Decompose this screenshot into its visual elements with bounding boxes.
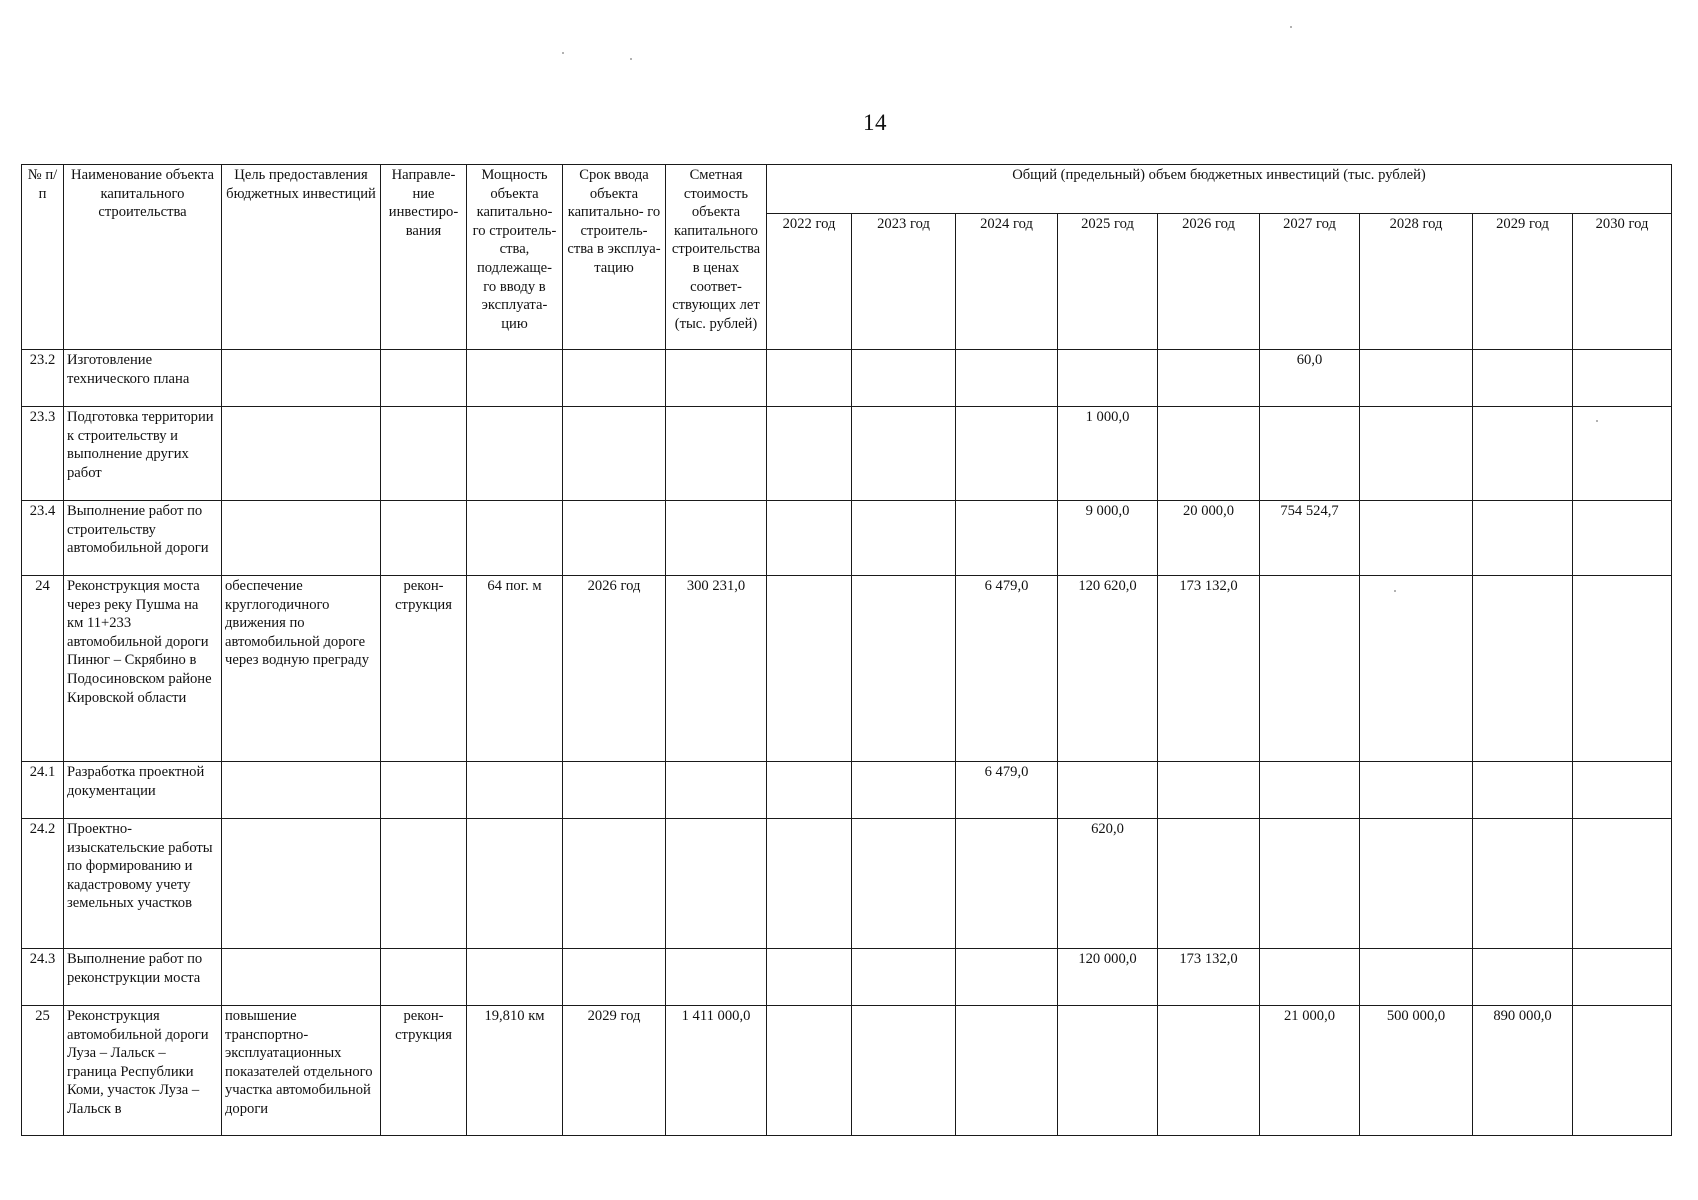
budget-investment-table: [21, 164, 1672, 1136]
year-value: [1573, 949, 1672, 1006]
header-year: 2023 год: [852, 214, 956, 350]
year-value: [1158, 350, 1260, 407]
year-value: [767, 407, 852, 501]
year-value: 890 000,0: [1473, 1006, 1573, 1136]
year-value: [956, 1006, 1058, 1136]
year-value: [852, 501, 956, 576]
year-value: [956, 949, 1058, 1006]
year-value: [1573, 819, 1672, 949]
year-value: 173 132,0: [1158, 576, 1260, 762]
year-value: [767, 819, 852, 949]
year-value: [1260, 762, 1360, 819]
investment-direction: рекон- струкция: [381, 576, 467, 762]
row-number: 23.2: [22, 350, 64, 407]
capacity: [467, 407, 563, 501]
year-value: [767, 576, 852, 762]
investment-direction: [381, 762, 467, 819]
year-value: [1158, 407, 1260, 501]
year-value: [1360, 762, 1473, 819]
year-value: [1260, 407, 1360, 501]
estimated-cost: [666, 407, 767, 501]
year-value: 754 524,7: [1260, 501, 1360, 576]
year-value: [1473, 407, 1573, 501]
year-value: 9 000,0: [1058, 501, 1158, 576]
header-total-investment-volume: Общий (предельный) объем бюджетных инвестиций (тыс. рублей): [767, 165, 1672, 214]
row-number: 24: [22, 576, 64, 762]
investment-goal: [222, 350, 381, 407]
header-capacity: Мощность объекта капитально- го строитель- ства, подлежаще- го вводу в эксплуата- цию: [467, 165, 563, 350]
capacity: 19,810 км: [467, 1006, 563, 1136]
commissioning-term: [563, 949, 666, 1006]
table-row: [22, 762, 1672, 819]
investment-direction: [381, 819, 467, 949]
commissioning-term: [563, 350, 666, 407]
row-number: 24.3: [22, 949, 64, 1006]
table-row: [22, 576, 1672, 762]
commissioning-term: [563, 407, 666, 501]
capacity: [467, 762, 563, 819]
year-value: [852, 1006, 956, 1136]
object-name: Реконструкция автомобильной дороги Луза – Лальск – граница Республики Коми, участок Луза – Лальск в: [64, 1006, 222, 1136]
year-value: [1260, 576, 1360, 762]
year-value: [852, 819, 956, 949]
year-value: [767, 501, 852, 576]
header-year: 2030 год: [1573, 214, 1672, 350]
header-year: 2024 год: [956, 214, 1058, 350]
investment-direction: [381, 501, 467, 576]
year-value: [1158, 1006, 1260, 1136]
investment-direction: [381, 407, 467, 501]
year-value: [1573, 350, 1672, 407]
year-value: [1058, 762, 1158, 819]
scan-speck: [1394, 590, 1396, 592]
object-name: Изготовление технического плана: [64, 350, 222, 407]
investment-direction: рекон- струкция: [381, 1006, 467, 1136]
header-object-name: Наименование объекта капитального строительства: [64, 165, 222, 350]
year-value: [1573, 576, 1672, 762]
investment-direction: [381, 350, 467, 407]
header-year: 2027 год: [1260, 214, 1360, 350]
year-value: 120 000,0: [1058, 949, 1158, 1006]
investment-goal: [222, 949, 381, 1006]
year-value: [1573, 1006, 1672, 1136]
year-value: 620,0: [1058, 819, 1158, 949]
year-value: [956, 819, 1058, 949]
header-year: 2029 год: [1473, 214, 1573, 350]
year-value: [1473, 819, 1573, 949]
row-number: 25: [22, 1006, 64, 1136]
year-value: [1360, 350, 1473, 407]
year-value: [1573, 501, 1672, 576]
year-value: [1473, 350, 1573, 407]
year-value: [767, 949, 852, 1006]
year-value: [852, 350, 956, 407]
row-number: 24.1: [22, 762, 64, 819]
year-value: [956, 350, 1058, 407]
table-row: [22, 407, 1672, 501]
year-value: [1058, 1006, 1158, 1136]
year-value: 20 000,0: [1158, 501, 1260, 576]
header-direction: Направле- ние инвестиро- вания: [381, 165, 467, 350]
investment-goal: [222, 501, 381, 576]
year-value: [1473, 576, 1573, 762]
scan-speck: [1596, 420, 1598, 422]
year-value: [852, 762, 956, 819]
commissioning-term: [563, 819, 666, 949]
row-number: 23.3: [22, 407, 64, 501]
year-value: 173 132,0: [1158, 949, 1260, 1006]
row-number: 24.2: [22, 819, 64, 949]
page-number: 14: [863, 110, 887, 135]
year-value: [1360, 949, 1473, 1006]
year-value: [767, 762, 852, 819]
capacity: [467, 350, 563, 407]
year-value: 500 000,0: [1360, 1006, 1473, 1136]
header-commissioning-term: Срок ввода объекта капитально- го строитель- ства в эксплуа- тацию: [563, 165, 666, 350]
commissioning-term: 2029 год: [563, 1006, 666, 1136]
capacity: [467, 819, 563, 949]
investment-goal: [222, 762, 381, 819]
capacity: [467, 501, 563, 576]
header-goal: Цель предоставления бюджетных инвестиций: [222, 165, 381, 350]
object-name: Разработка проектной документации: [64, 762, 222, 819]
year-value: 6 479,0: [956, 762, 1058, 819]
commissioning-term: [563, 762, 666, 819]
capacity: [467, 949, 563, 1006]
year-value: 120 620,0: [1058, 576, 1158, 762]
year-value: [1573, 407, 1672, 501]
investment-goal: [222, 407, 381, 501]
year-value: [1360, 576, 1473, 762]
year-value: 1 000,0: [1058, 407, 1158, 501]
year-value: [852, 949, 956, 1006]
header-year: 2022 год: [767, 214, 852, 350]
year-value: [1360, 501, 1473, 576]
scan-speck: [1290, 26, 1292, 28]
year-value: [1360, 819, 1473, 949]
year-value: [956, 501, 1058, 576]
year-value: [1058, 350, 1158, 407]
year-value: [1158, 819, 1260, 949]
investment-goal: [222, 819, 381, 949]
estimated-cost: [666, 501, 767, 576]
commissioning-term: 2026 год: [563, 576, 666, 762]
year-value: [1473, 949, 1573, 1006]
commissioning-term: [563, 501, 666, 576]
estimated-cost: 300 231,0: [666, 576, 767, 762]
estimated-cost: [666, 762, 767, 819]
object-name: Проектно- изыскательские работы по формированию и кадастровому учету земельных участков: [64, 819, 222, 949]
investment-goal: повышение транспортно- эксплуатационных показателей отдельного участка автомобильной дороги: [222, 1006, 381, 1136]
table-row: [22, 350, 1672, 407]
year-value: [1158, 762, 1260, 819]
scan-speck: [562, 52, 564, 54]
year-value: 6 479,0: [956, 576, 1058, 762]
estimated-cost: [666, 819, 767, 949]
object-name: Выполнение работ по реконструкции моста: [64, 949, 222, 1006]
year-value: [956, 407, 1058, 501]
header-year: 2028 год: [1360, 214, 1473, 350]
scan-speck: [630, 58, 632, 60]
year-value: 60,0: [1260, 350, 1360, 407]
year-value: [852, 407, 956, 501]
year-value: [1473, 762, 1573, 819]
year-value: [1573, 762, 1672, 819]
capacity: 64 пог. м: [467, 576, 563, 762]
year-value: [1473, 501, 1573, 576]
table-row: [22, 949, 1672, 1006]
estimated-cost: 1 411 000,0: [666, 1006, 767, 1136]
year-value: [767, 1006, 852, 1136]
header-estimated-cost: Сметная стоимость объекта капитального строительства в ценах соответ- ствующих лет (тыс. рублей): [666, 165, 767, 350]
year-value: [852, 576, 956, 762]
header-year: 2026 год: [1158, 214, 1260, 350]
row-number: 23.4: [22, 501, 64, 576]
year-value: 21 000,0: [1260, 1006, 1360, 1136]
object-name: Реконструкция моста через реку Пушма на км 11+233 автомобильной дороги Пинюг – Скрябино в Подосиновском районе Кировской области: [64, 576, 222, 762]
year-value: [1360, 407, 1473, 501]
header-num: № п/п: [22, 165, 64, 350]
header-year: 2025 год: [1058, 214, 1158, 350]
object-name: Подготовка территории к строительству и выполнение других работ: [64, 407, 222, 501]
table-row: [22, 501, 1672, 576]
year-value: [767, 350, 852, 407]
table-row: [22, 1006, 1672, 1136]
investment-goal: обеспечение круглогодичного движения по автомобильной дороге через водную преграду: [222, 576, 381, 762]
estimated-cost: [666, 350, 767, 407]
investment-direction: [381, 949, 467, 1006]
object-name: Выполнение работ по строительству автомобильной дороги: [64, 501, 222, 576]
year-value: [1260, 949, 1360, 1006]
year-value: [1260, 819, 1360, 949]
table-row: [22, 819, 1672, 949]
estimated-cost: [666, 949, 767, 1006]
